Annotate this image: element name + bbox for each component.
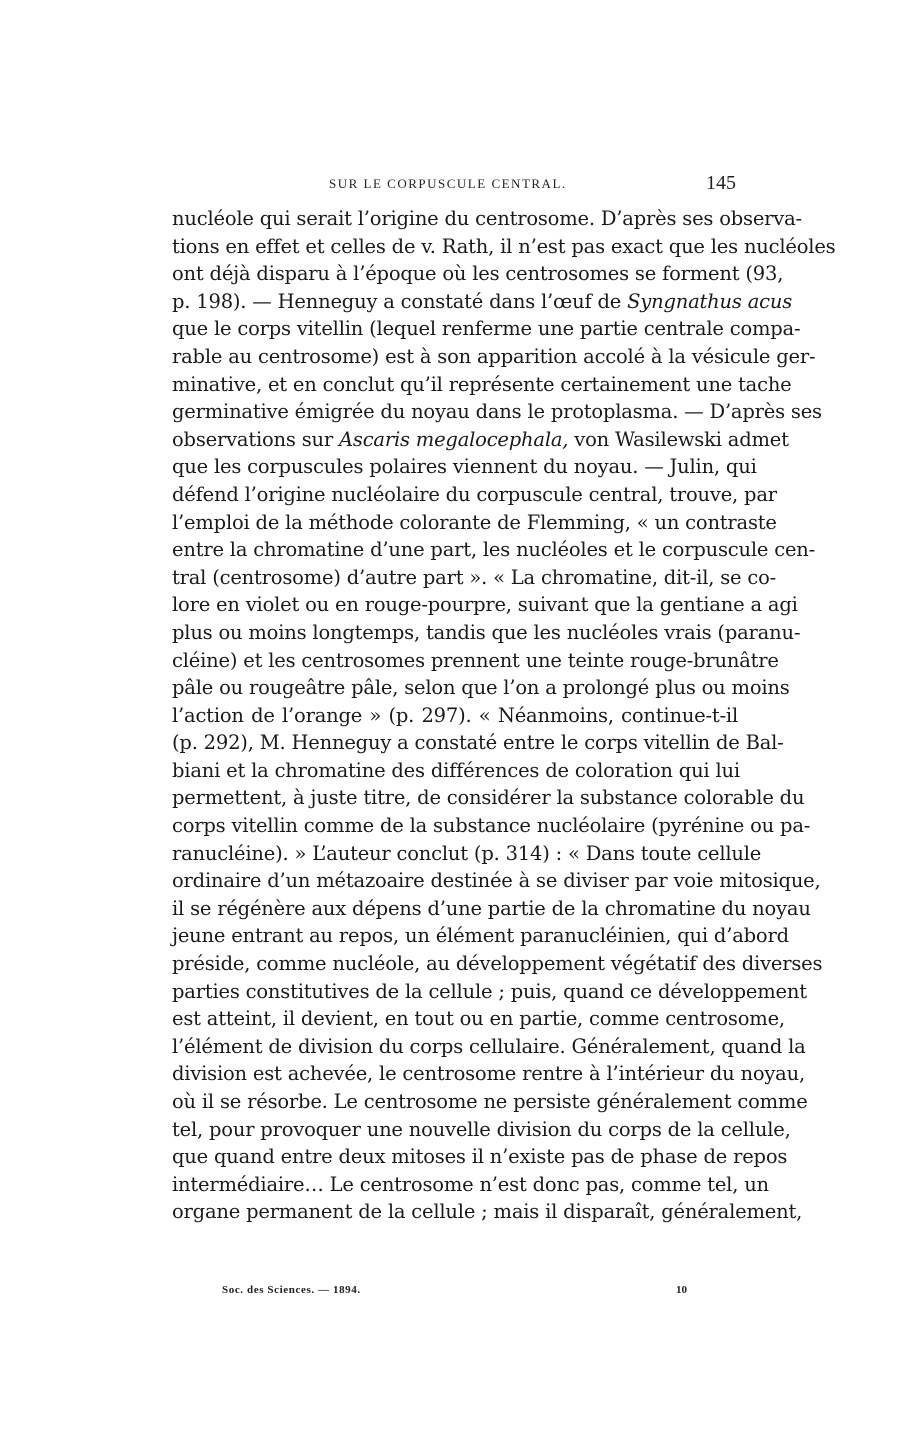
text-line: biani et la chromatine des différences de coloration qui lui: [172, 758, 740, 782]
text-line: ordinaire d’un métazoaire destinée à se diviser par voie mitosique,: [172, 869, 821, 893]
text-line: tral (centrosome) d’autre part ». « La chromatine, dit-il, se co-: [172, 565, 777, 589]
text-line: entre la chromatine d’une part, les nucléoles et le corpuscule cen-: [172, 538, 816, 562]
text-line: où il se résorbe. Le centrosome ne persiste généralement comme: [172, 1090, 808, 1113]
text-line: jeune entrant au repos, un élément paranucléinien, qui d’abord: [172, 924, 789, 948]
text-line: l’élément de division du corps cellulaire. Généralement, quand la: [172, 1034, 806, 1058]
text-line: parties constitutives de la cellule ; puis, quand ce développement: [172, 979, 807, 1003]
species-name: Syngnathus acus: [627, 289, 793, 313]
text-line: il se régénère aux dépens d’une partie de la chromatine du noyau: [172, 896, 811, 920]
text-line: minative, et en conclut qu’il représente certainement une tache: [172, 372, 792, 396]
text-line: que le corps vitellin (lequel renferme une partie centrale compa-: [172, 317, 801, 341]
text-line: plus ou moins longtemps, tandis que les nucléoles vrais (paranu-: [172, 620, 801, 644]
footer-sheet-number: 10: [676, 1284, 687, 1296]
text-line: que quand entre deux mitoses il n’existe pas de phase de repos: [172, 1145, 788, 1169]
text-line: division est achevée, le centrosome rentre à l’intérieur du noyau,: [172, 1062, 805, 1086]
text-line: tions en effet et celles de v. Rath, il n’est pas exact que les nucléoles: [172, 234, 836, 258]
text-line: permettent, à juste titre, de considérer la substance colorable du: [172, 786, 805, 810]
text-line: observations sur Ascaris megalocephala, von Wasilewski admet: [172, 427, 789, 451]
footer-signature: Soc. des Sciences. — 1894.: [222, 1284, 361, 1296]
text-line: corps vitellin comme de la substance nucléolaire (pyrénine ou pa-: [172, 814, 811, 838]
text-line: rable au centrosome) est à son apparition accolé à la vésicule ger-: [172, 344, 816, 368]
text-line: défend l’origine nucléolaire du corpuscule central, trouve, par: [172, 482, 777, 506]
running-title: SUR LE CORPUSCULE CENTRAL.: [329, 176, 567, 191]
text-line: ont déjà disparu à l’époque où les centrosomes se forment (93,: [172, 262, 784, 286]
text-line: intermédiaire… Le centrosome n’est donc pas, comme tel, un: [172, 1172, 769, 1196]
text-line: cléine) et les centrosomes prennent une teinte rouge-brunâtre: [172, 648, 779, 672]
text-line: préside, comme nucléole, au développement végétatif des diverses: [172, 952, 823, 976]
text-line: p. 198). — Henneguy a constaté dans l’œuf de Syngnathus acus: [172, 289, 793, 313]
species-name: Ascaris megalocephala,: [339, 427, 569, 451]
text-line: que les corpuscules polaires viennent du noyau. — Julin, qui: [172, 455, 757, 479]
text-line: (p. 292), M. Henneguy a constaté entre le corps vitellin de Bal-: [172, 731, 784, 755]
text-line: germinative émigrée du noyau dans le protoplasma. — D’après ses: [172, 400, 822, 424]
text-line: lore en violet ou en rouge-pourpre, suivant que la gentiane a agi: [172, 593, 798, 617]
text-line: organe permanent de la cellule ; mais il disparaît, généralement,: [172, 1200, 803, 1224]
text-line: l’emploi de la méthode colorante de Flemming, « un contraste: [172, 510, 777, 534]
text-line: nucléole qui serait l’origine du centrosome. D’après ses observa-: [172, 207, 802, 230]
page-number: 145: [706, 172, 736, 194]
text-line: pâle ou rougeâtre pâle, selon que l’on a prolongé plus ou moins: [172, 676, 790, 700]
text-line: est atteint, il devient, en tout ou en partie, comme centrosome,: [172, 1007, 785, 1031]
text-line: tel, pour provoquer une nouvelle division du corps de la cellule,: [172, 1117, 791, 1141]
text-line: l’action de l’orange » (p. 297). « Néanmoins, continue-t-il: [172, 703, 738, 727]
body-text: [172, 205, 836, 1226]
text-line: ranucléine). » L’auteur conclut (p. 314) : « Dans toute cellule: [172, 841, 762, 865]
